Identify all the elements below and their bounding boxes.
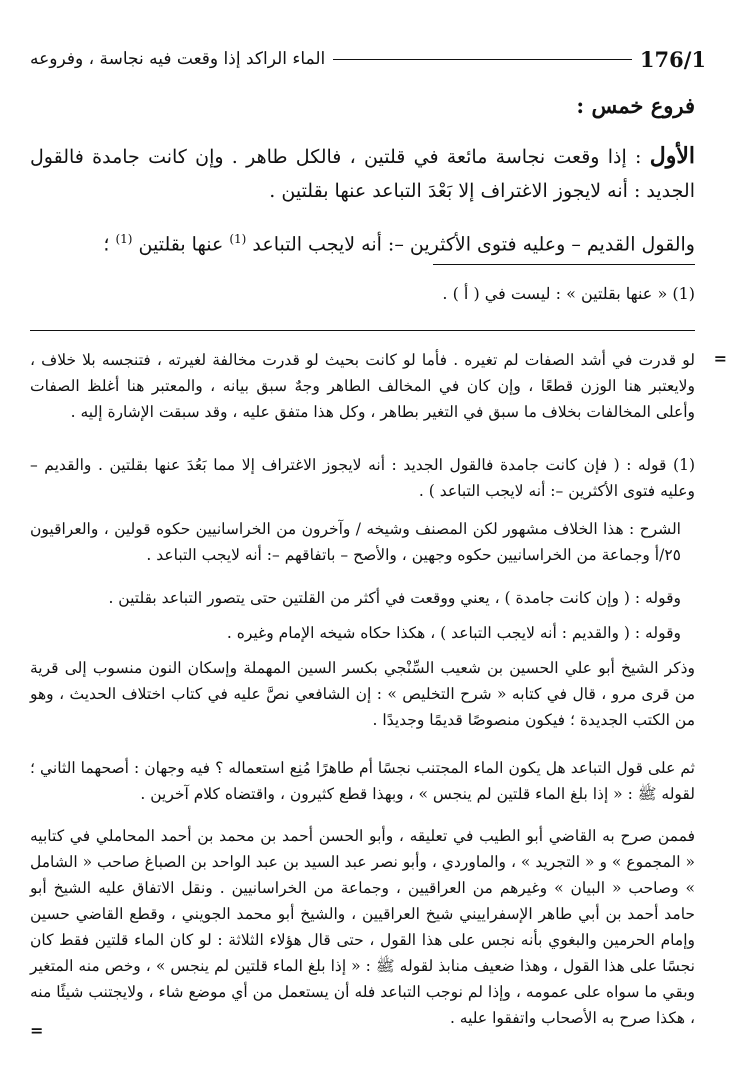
commentary-paragraph: فممن صرح به القاضي أبو الطيب في تعليقه ، وأبو الحسن أحمد بن محمد بن أحمد المحاملي في كتابيه « المجموع » و « التجريد » ، والماوردي ، وأبو نصر عبد السيد بن عبد الواحد بن الصباغ صاحب « الشامل » وصاحب « البيان » وغيرهم من العراقيين ، وجماعة من الخراسانيين . ونقل الاتفاق عليه الشيخ أبو حامد أحمد بن أبي طاهر الإسفراييني شيخ العراقيين ، والشيخ أبو محمد الجويني ، وقطع القاضي حسين وإمام الحرمين والبغوي بأنه نجس على هذا القول ، حتى قال هؤلاء الثلاثة : لو كان الماء قلتين فقط كان نجسًا على هذا القول ، وهذا ضعيف منابذ لقوله ﷺ : « إذا بلغ الماء قلتين لم ينجس » ، وخص منه المتغير وبقي ما سواه على عمومه ، وإذا لم نوجب التباعد فله أن يستعمل من أي موضع شاء ، ولايجتنب شيئًا منه ، هكذا صرح به الأصحاب واتفقوا عليه .	[30, 827, 695, 1027]
paragraph-2-part-b: عنها بقلتين	[132, 233, 230, 256]
commentary-paragraph: وذكر الشيخ أبو علي الحسين بن شعيب السِّنْجي بكسر السين المهملة وإسكان النون منسوب إلى قرية من قرى مرو ، قال في كتابه « شرح التخليص » : إن الشافعي نصَّ عليه في كتاب اختلاف الحديث ، وهو من الكتب الجديدة ؛ فيكون منصوصًا قديمًا وجديدًا .	[30, 659, 695, 729]
page-number: 176/1	[639, 46, 706, 72]
footnote-ref: (1)	[115, 232, 133, 246]
paragraph-1-text: : إذا وقعت نجاسة مائعة في قلتين ، فالكل طاهر . وإن كانت جامدة فالقول الجديد : أنه لايجوز الاغتراف إلا بَعْدَ التباعد عنها بقلتين .	[30, 146, 695, 202]
continuation-marker: =	[713, 349, 727, 368]
continuation-marker: =	[30, 1021, 44, 1040]
commentary-paragraph: لو قدرت في أشد الصفات لم تغيره . فأما لو كانت بحيث لو قدرت مخالفة لغيرته ، فتنجسه بلا خلاف ، ولايعتبر هنا الوزن قطعًا ، وإن كان في المخالف الطاهر وجهٌ سبق بيانه ، والمعتبر هنا أغلظ الصفات وأعلى المخالفات بخلاف ما سبق في التغير بطاهر ، وكل هذا متفق عليه ، وقد سبقت الإشارة إليه .	[30, 351, 695, 421]
commentary-rule	[30, 330, 695, 331]
commentary-paragraph: الشرح : هذا الخلاف مشهور لكن المصنف وشيخه / وآخرون من الخراسانيين حكوه قولين ، والعراقيون ٢٥/أ وجماعة من الخراسانيين حكوه وجهين ، والأصح – باتفاقهم –: أنه لايجب التباعد .	[30, 520, 681, 564]
commentary-paragraph: وقوله : ( والقديم : أنه لايجب التباعد ) ، هكذا حكاه شيخه الإمام وغيره .	[226, 624, 681, 642]
header-rule	[333, 59, 632, 60]
footnote-rule	[433, 264, 695, 265]
main-paragraph-2	[30, 222, 695, 261]
section-heading: فروع خمس :	[576, 93, 695, 118]
running-title: الماء الراكد إذا وقعت فيه نجاسة ، وفروعه	[30, 49, 326, 69]
paragraph-lead-word: الأول	[649, 143, 695, 169]
paragraph-2-part-c: ؛	[103, 233, 116, 256]
commentary-paragraph: وقوله : ( وإن كانت جامدة ) ، يعني ووقعت في أكثر من القلتين حتى يتصور التباعد بقلتين .	[108, 589, 681, 607]
paragraph-2-part-a: والقول القديم – وعليه فتوى الأكثرين –: أنه لايجب التباعد	[246, 233, 695, 256]
commentary-paragraph: ثم على قول التباعد هل يكون الماء المجتنب نجسًا أم طاهرًا مُنِع استعماله ؟ فيه وجهان : أصحهما الثاني ؛ لقوله ﷺ : « إذا بلغ الماء قلتين لم ينجس » ، وبهذا قطع كثيرون ، واقتضاه كلام آخرين .	[30, 759, 695, 803]
commentary-paragraph: (1) قوله : ( فإن كانت جامدة فالقول الجديد : أنه لايجوز الاغتراف إلا مما بَعُدَ عنها بقلتين . والقديم – وعليه فتوى الأكثرين –: أنه لايجب التباعد ) .	[30, 456, 695, 500]
main-paragraph-1	[30, 139, 695, 208]
footnote-ref: (1)	[229, 232, 247, 246]
footnote: (1) « عنها بقلتين » : ليست في ( أ ) .	[442, 284, 695, 303]
running-header	[30, 44, 706, 74]
